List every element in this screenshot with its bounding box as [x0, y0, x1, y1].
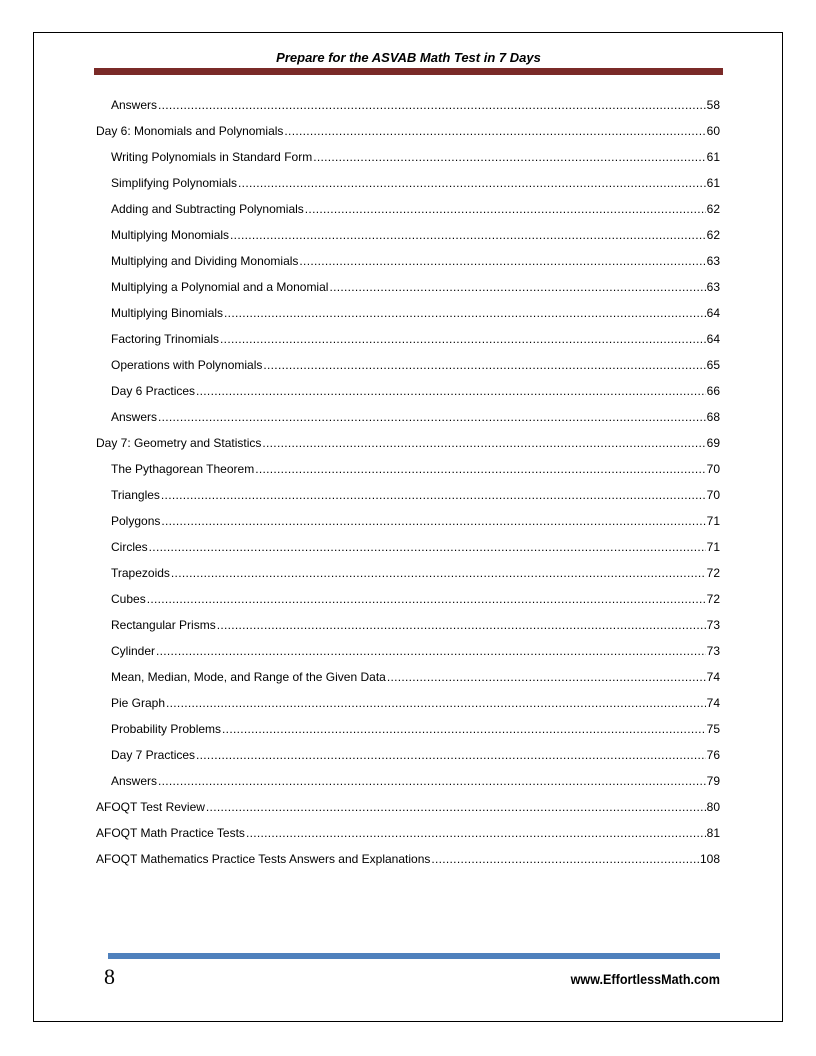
- toc-entry[interactable]: [96, 690, 720, 716]
- toc-entry-page: 66: [706, 384, 720, 398]
- toc-dot-leader: [147, 586, 706, 612]
- toc-entry-label: Adding and Subtracting Polynomials: [111, 202, 304, 216]
- toc-entry[interactable]: [96, 664, 720, 690]
- toc-entry-label: Day 7 Practices: [111, 748, 196, 762]
- toc-dot-leader: [305, 196, 706, 222]
- toc-entry-label: Multiplying Monomials: [111, 228, 230, 242]
- toc-entry-page: 63: [706, 254, 720, 268]
- toc-entry[interactable]: [96, 92, 720, 118]
- toc-entry[interactable]: [96, 144, 720, 170]
- toc-entry-page: 58: [706, 98, 720, 112]
- toc-dot-leader: [299, 248, 705, 274]
- toc-entry[interactable]: [96, 612, 720, 638]
- toc-entry[interactable]: [96, 118, 720, 144]
- toc-entry[interactable]: [96, 768, 720, 794]
- toc-entry[interactable]: [96, 456, 720, 482]
- toc-dot-leader: [387, 664, 706, 690]
- toc-dot-leader: [166, 690, 706, 716]
- toc-entry-label: Simplifying Polynomials: [111, 176, 238, 190]
- toc-dot-leader: [158, 768, 706, 794]
- toc-entry[interactable]: [96, 274, 720, 300]
- toc-entry[interactable]: [96, 846, 720, 872]
- toc-entry-label: Factoring Trinomials: [111, 332, 220, 346]
- page-number: 8: [104, 964, 115, 989]
- toc-entry-page: 74: [706, 670, 720, 684]
- toc-entry-label: Trapezoids: [111, 566, 170, 580]
- toc-entry[interactable]: [96, 742, 720, 768]
- toc-entry-label: AFOQT Mathematics Practice Tests Answers and Explanations: [96, 852, 431, 866]
- toc-entry-label: Answers: [111, 774, 158, 788]
- toc-dot-leader: [222, 716, 706, 742]
- toc-dot-leader: [149, 534, 706, 560]
- toc-entry-label: Multiplying Binomials: [111, 306, 224, 320]
- toc-dot-leader: [284, 118, 705, 144]
- toc-dot-leader: [224, 300, 706, 326]
- toc-entry-page: 64: [706, 332, 720, 346]
- toc-dot-leader: [158, 92, 706, 118]
- toc-entry-page: 62: [706, 202, 720, 216]
- toc-dot-leader: [230, 222, 706, 248]
- toc-entry-label: The Pythagorean Theorem: [111, 462, 255, 476]
- toc-entry[interactable]: [96, 378, 720, 404]
- toc-entry-page: 72: [706, 592, 720, 606]
- toc-dot-leader: [246, 820, 706, 846]
- toc-dot-leader: [206, 794, 706, 820]
- toc-entry-page: 73: [706, 618, 720, 632]
- toc-dot-leader: [171, 560, 706, 586]
- toc-entry-page: 63: [706, 280, 720, 294]
- toc-entry-page: 69: [706, 436, 720, 450]
- toc-entry[interactable]: [96, 560, 720, 586]
- toc-entry-page: 65: [706, 358, 720, 372]
- table-of-contents: [96, 92, 720, 872]
- toc-dot-leader: [158, 404, 706, 430]
- toc-entry-label: Probability Problems: [111, 722, 222, 736]
- running-header: Prepare for the ASVAB Math Test in 7 Days: [276, 50, 541, 65]
- toc-dot-leader: [196, 742, 706, 768]
- toc-dot-leader: [161, 508, 705, 534]
- toc-entry-label: AFOQT Test Review: [96, 800, 205, 814]
- toc-entry[interactable]: [96, 326, 720, 352]
- toc-entry-label: Triangles: [111, 488, 160, 502]
- toc-entry-label: Day 6 Practices: [111, 384, 196, 398]
- toc-entry[interactable]: [96, 586, 720, 612]
- header-rule: [94, 68, 723, 75]
- toc-entry-page: 75: [706, 722, 720, 736]
- toc-entry[interactable]: [96, 196, 720, 222]
- toc-entry[interactable]: [96, 404, 720, 430]
- toc-entry[interactable]: [96, 482, 720, 508]
- toc-entry-page: 71: [706, 514, 720, 528]
- toc-entry[interactable]: [96, 170, 720, 196]
- toc-entry[interactable]: [96, 716, 720, 742]
- toc-entry[interactable]: [96, 534, 720, 560]
- toc-entry-page: 108: [699, 852, 720, 866]
- toc-entry[interactable]: [96, 794, 720, 820]
- toc-entry-page: 61: [706, 150, 720, 164]
- toc-entry[interactable]: [96, 430, 720, 456]
- toc-entry-label: Rectangular Prisms: [111, 618, 216, 632]
- footer-rule: [108, 953, 720, 959]
- toc-entry[interactable]: [96, 508, 720, 534]
- toc-entry-label: Multiplying a Polynomial and a Monomial: [111, 280, 329, 294]
- toc-dot-leader: [220, 326, 706, 352]
- toc-entry-label: Mean, Median, Mode, and Range of the Given Data: [111, 670, 386, 684]
- toc-entry[interactable]: [96, 222, 720, 248]
- toc-entry-page: 68: [706, 410, 720, 424]
- toc-entry-page: 64: [706, 306, 720, 320]
- toc-entry-page: 81: [706, 826, 720, 840]
- toc-entry-label: Multiplying and Dividing Monomials: [111, 254, 299, 268]
- toc-entry-page: 76: [706, 748, 720, 762]
- toc-dot-leader: [217, 612, 706, 638]
- toc-entry-label: Circles: [111, 540, 148, 554]
- toc-dot-leader: [238, 170, 706, 196]
- toc-dot-leader: [329, 274, 705, 300]
- toc-entry-page: 61: [706, 176, 720, 190]
- toc-entry-label: Cubes: [111, 592, 146, 606]
- toc-entry-label: Answers: [111, 410, 158, 424]
- toc-dot-leader: [161, 482, 706, 508]
- toc-dot-leader: [431, 846, 699, 872]
- toc-entry[interactable]: [96, 300, 720, 326]
- site-url: www.EffortlessMath.com: [570, 971, 720, 987]
- toc-entry-page: 73: [706, 644, 720, 658]
- toc-dot-leader: [263, 352, 705, 378]
- toc-entry-page: 79: [706, 774, 720, 788]
- toc-entry-page: 62: [706, 228, 720, 242]
- toc-entry-label: Writing Polynomials in Standard Form: [111, 150, 313, 164]
- toc-entry[interactable]: [96, 820, 720, 846]
- toc-entry[interactable]: [96, 248, 720, 274]
- toc-entry-label: Day 6: Monomials and Polynomials: [96, 124, 284, 138]
- toc-entry-label: Operations with Polynomials: [111, 358, 263, 372]
- toc-entry-page: 71: [706, 540, 720, 554]
- toc-entry-label: Answers: [111, 98, 158, 112]
- toc-dot-leader: [156, 638, 706, 664]
- toc-dot-leader: [196, 378, 706, 404]
- toc-entry[interactable]: [96, 352, 720, 378]
- toc-entry-page: 72: [706, 566, 720, 580]
- toc-entry-page: 60: [706, 124, 720, 138]
- toc-entry-label: Polygons: [111, 514, 161, 528]
- toc-entry-page: 80: [706, 800, 720, 814]
- toc-dot-leader: [255, 456, 705, 482]
- toc-entry[interactable]: [96, 638, 720, 664]
- toc-entry-page: 70: [706, 462, 720, 476]
- toc-entry-label: Pie Graph: [111, 696, 166, 710]
- toc-entry-label: Cylinder: [111, 644, 156, 658]
- toc-entry-page: 74: [706, 696, 720, 710]
- toc-entry-page: 70: [706, 488, 720, 502]
- toc-entry-label: AFOQT Math Practice Tests: [96, 826, 245, 840]
- toc-dot-leader: [262, 430, 705, 456]
- toc-entry-label: Day 7: Geometry and Statistics: [96, 436, 262, 450]
- toc-dot-leader: [313, 144, 705, 170]
